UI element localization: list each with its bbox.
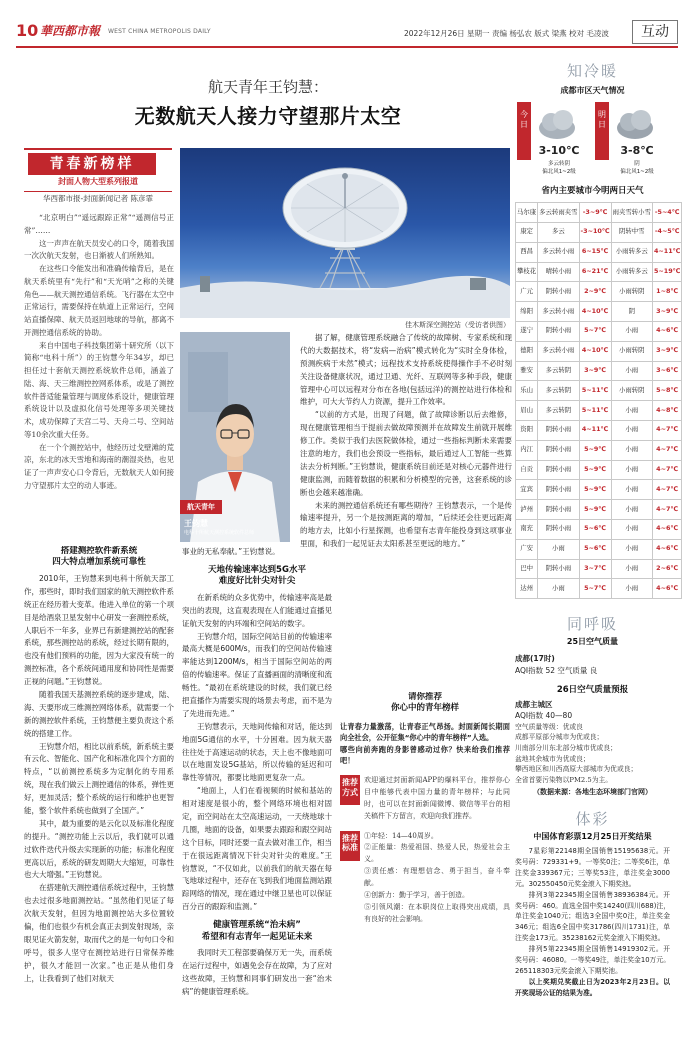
temperature-range: 4~10℃	[579, 302, 611, 322]
weather-condition: 小雨转阴	[611, 381, 652, 401]
weather-row	[516, 539, 682, 559]
overcast-icon	[611, 106, 657, 142]
temperature-range: 5~9℃	[579, 480, 611, 500]
weather-row	[516, 421, 682, 441]
temperature-range: 5~6℃	[579, 520, 611, 540]
temperature-range: 4~6℃	[652, 579, 681, 599]
province-weather-table	[515, 202, 682, 599]
criteria-item: ⑤引领风潮：在本职岗位上取得突出成绩，具有良好的社会影响。	[364, 902, 510, 923]
temperature-range: 5~9℃	[579, 440, 611, 460]
weather-row	[516, 579, 682, 599]
weather-condition: 小雨	[611, 421, 652, 441]
weather-row	[516, 381, 682, 401]
temperature-range: 4~8℃	[652, 401, 681, 421]
radio-telescope-photo	[180, 148, 510, 318]
temperature-range: 4~6℃	[652, 520, 681, 540]
city-name: 泸州	[516, 500, 538, 520]
today-wind: 偏北风1~2级	[542, 169, 576, 176]
weather-condition: 阴转小雨	[538, 520, 579, 540]
temperature-range: 6~15℃	[579, 242, 611, 262]
weather-condition: 阴转小雨	[538, 480, 579, 500]
weather-condition: 阴转小雨	[538, 559, 579, 579]
lead-paragraph: 这一声声在航天员安心的口令，随着我国一次次航天发射，也日渐被人们所熟知。	[24, 238, 174, 261]
temperature-range: 3~9℃	[652, 302, 681, 322]
tomorrow-wind: 偏北风1~2级	[620, 169, 654, 176]
temperature-range: 4~11℃	[579, 421, 611, 441]
weather-row	[516, 282, 682, 302]
city-weather-title: 成都市区天气情况	[560, 86, 625, 96]
temperature-range: 4~7℃	[652, 460, 681, 480]
weather-condition: 小雨	[611, 500, 652, 520]
weather-row	[516, 341, 682, 361]
weather-condition: 多云转小雨	[538, 302, 579, 322]
page-number: 10	[16, 21, 39, 40]
weather-condition: 小雨	[611, 520, 652, 540]
portrait-name: 王钧慧	[184, 519, 208, 528]
city-name: 西昌	[516, 242, 538, 262]
column-1	[24, 546, 174, 1046]
weather-row	[516, 480, 682, 500]
city-name: 德阳	[516, 341, 538, 361]
province-weather-title: 省内主要城市今明两日天气	[541, 186, 644, 197]
lottery-result: 排列5第22345期全国销售14919302元。开奖号码：46080。一等奖49注，单注奖金10万元。265118303元奖金滚入下期奖池。	[515, 945, 670, 975]
weather-row	[516, 401, 682, 421]
recommend-intro: 让青春力量激荡，让青春正气昂扬。封面新闻长期面向全社会，公开征集“你心中的青年榜样”人选。 哪些向前奔跑的身影曾感动过你？快来给我们推荐吧！	[340, 721, 510, 766]
recommend-title: 请你推荐 你心中的青年榜样	[390, 692, 459, 714]
weather-row	[516, 322, 682, 342]
body-paragraph: 我同时天工程部要确保万无一失，而系统在运行过程中，如遇免会存在故障，为了应对这些故障，王钧慧和同事们研发出一套“治未病”的健康管理系统。	[182, 948, 332, 996]
city-name: 绵阳	[516, 302, 538, 322]
weather-condition: 小雨转阴	[611, 282, 652, 302]
photo-caption: 佳木斯深空测控站（受访者供图）	[405, 321, 510, 329]
temperature-range: 5~9℃	[579, 500, 611, 520]
weather-condition: 小雨	[611, 401, 652, 421]
name-badge: 航天青年	[180, 500, 222, 514]
weather-condition: 小雨转多云	[611, 242, 652, 262]
column-3	[300, 332, 512, 692]
air-subtitle: 25日空气质量	[566, 637, 619, 647]
section-label: 互动	[632, 20, 678, 44]
body-paragraph: 据了解，健康管理系统融合了传统的故障树、专家系统和现代的大数据技术，将“发病—治病”模式转化为“实时全身体检，预测疾病于未然”模式；远程技术支持系统使得操作手不必时刻关注设备健康状况，通过卫通、光纤、互联网等多种手段，健康管理中心可以远程对分布在各地(包括远洋)的测控站进行体检和维护，可大大节约人力资源，提升工作效率。	[300, 333, 512, 407]
body-paragraph: 其中，最为重要的是云化以及标准化程度的提升。“测控功能上云以后，我们就可以通过软件迭代升级去实现新的功能；标准化程度更高以后，系统的研发周期大大缩短，可靠性也大大增强。”王钧慧说。	[24, 818, 174, 880]
weather-condition: 多云转小雨	[538, 341, 579, 361]
weather-condition: 小雨	[611, 440, 652, 460]
lead-paragraph: 来自中国电子科技集团第十研究所（以下简称“电科十所”）的王钧慧今年34岁，却已担任过十套航天测控系统软件总师，涵盖了陆、海、天三维测控控网系体系，或是了测控软件普适能量管理与调度体系设计，健康管理系统设计以及虚拟化信号处理等多项关键技术，成功保障了天宫二号、天舟二号、空间站等10余次重大任务。	[24, 340, 174, 439]
criteria-tag: 推荐 标准	[340, 831, 360, 861]
lottery-note: 以上奖期兑奖截止日为2023年2月23日。以开奖现场公证的结果为准。	[515, 977, 670, 997]
lead-paragraph: 在这些口令能发出和准确传输背后，是在航天系统里有“先行”和“天光哨”之称的关键角色——航天测控通信系统。飞行器在太空中正常运行，需要保持在轨道上正常运行，空间站直播保障、航天员返回地球的导航，都离不开测控通信系统的协助。	[24, 264, 174, 337]
lottery-result: 7星彩第22148期全国销售15195638元。开奖号码：729331+9。一等奖0注；二等奖6注，单注奖金339367元；三等奖53注，单注奖金3000元。302550450元奖金滚入下期奖池。	[515, 847, 670, 888]
body-paragraph: 2010年，王钧慧来到电科十所航天部工作，那些时，即时我们国家的航天测控软件系统正在经历着大变革。他进入单位的第一个项目是给酒泉卫星发射中心研发一套测控系统，人职后不一年多，业界已有新建测控站的配套系统，那些测控站的系统，经过长期有限的，也没有他们预料的功能，因为大家没有统一的测控标准，各个系统间通用度和协同性是需要正视的问题。”王钧慧说。	[24, 573, 174, 687]
temperature-range: -3~9℃	[579, 203, 611, 223]
body-paragraph: 未来的测控通信系统还有哪些期待？王钧慧表示，一个是传输速率提升，另一个是按测距离的增加，“后续还会往更远距离的地方去，比如小行星探测，也希望有志青年能投身到这项事业里面，和我们一起见证去太阳系甚至更远的地方。”	[300, 500, 512, 549]
weather-row	[516, 223, 682, 243]
city-name: 达州	[516, 579, 538, 599]
weather-row	[516, 242, 682, 262]
city-name: 攀枝花	[516, 262, 538, 282]
weather-row	[516, 440, 682, 460]
weather-condition: 阴转小雨	[538, 500, 579, 520]
temperature-range: 5~19℃	[652, 262, 681, 282]
lead-paragraph: “北京明白”“遥远跟踪正常”“遥测信号正常”……	[24, 213, 174, 235]
issue-meta: 2022年12月26日 星期一 责编 杨弘农 版式 梁燕 校对 毛凌波	[404, 29, 609, 38]
city-name: 马尔康	[516, 203, 538, 223]
city-name: 广元	[516, 282, 538, 302]
temperature-range: 5~6℃	[579, 539, 611, 559]
weather-condition: 小雨	[611, 539, 652, 559]
temperature-range: 4~7℃	[652, 480, 681, 500]
column-badge	[24, 148, 172, 208]
portrait-description: 电科十所航天测控系统软件总师	[184, 530, 255, 536]
temperature-range: 5~7℃	[579, 322, 611, 342]
today-desc: 多云转阴	[547, 161, 570, 168]
air-today: AQI指数 52 空气质量 良	[515, 666, 598, 676]
city-name: 资阳	[516, 421, 538, 441]
lead-text	[24, 212, 174, 562]
weather-row	[516, 460, 682, 480]
temperature-range: 3~6℃	[652, 361, 681, 381]
city-forecast	[515, 100, 670, 196]
air-note: 攀西地区和川西高原大部城市为优或良；	[515, 765, 638, 774]
criteria-item: ①年轻：14—40周岁。	[364, 831, 438, 840]
weather-row	[516, 559, 682, 579]
temperature-range: 5~11℃	[579, 381, 611, 401]
weather-row	[516, 361, 682, 381]
weather-condition: 小雨	[538, 579, 579, 599]
weather-condition: 小雨转多云	[611, 262, 652, 282]
city-name: 遂宁	[516, 322, 538, 342]
weather-condition: 阴转小雨	[538, 421, 579, 441]
air-aqi: AQI指数 40—80	[515, 711, 573, 721]
today-label: 今日	[517, 102, 531, 160]
air-note: 川南部分川东北部分城市优或良；	[515, 744, 617, 752]
body-paragraph: 王钧慧表示，天地间传输和对话，能达到地面5G通信的水平，十分困难。因为航天器往往处于高速运动的状态，天上也不像地面可以在地面发设5G基站，所以传输的延迟和可靠性等情况，都要比地面更复杂一点。	[182, 721, 332, 783]
weather-condition: 小雨	[611, 460, 652, 480]
temperature-range: 3~9℃	[652, 341, 681, 361]
today-temp: 3-10℃	[538, 144, 580, 158]
weather-condition: 晴转小雨	[538, 262, 579, 282]
temperature-range: 5~8℃	[652, 381, 681, 401]
weather-condition: 多云转阴	[538, 401, 579, 421]
air-section-title: 同呼吸	[566, 615, 618, 634]
air-note: 盆地其余城市为优或良；	[515, 754, 590, 763]
weather-section-title: 知冷暖	[566, 62, 618, 80]
temperature-range: 4~6℃	[652, 539, 681, 559]
weather-condition: 小雨	[611, 579, 652, 599]
info-sidebar	[515, 60, 681, 1045]
weather-condition: 多云转小雨	[538, 242, 579, 262]
temperature-range: 6~21℃	[579, 262, 611, 282]
temperature-range: 1~8℃	[652, 282, 681, 302]
weather-condition: 阴转小雨	[538, 440, 579, 460]
column-subtitle: 封面人物大型系列报道	[58, 177, 138, 186]
temperature-range: 2~6℃	[652, 559, 681, 579]
criteria-item: ②正能量：热爱祖国、热爱人民，热爱社会主义。	[364, 843, 510, 864]
radio-telescope-illustration	[180, 148, 510, 318]
city-name: 眉山	[516, 401, 538, 421]
weather-condition: 多云转阴	[538, 361, 579, 381]
air-region: 成都主城区	[515, 699, 553, 709]
temperature-range: 5~7℃	[579, 579, 611, 599]
article-headline: 无数航天人接力守望那片太空	[134, 104, 402, 128]
city-name: 宜宾	[516, 480, 538, 500]
weather-row	[516, 203, 682, 223]
air-note: 成都平原部分城市为优或良；	[515, 733, 604, 742]
air-forecast-title: 26日空气质量预报	[556, 684, 629, 695]
page-header	[16, 18, 678, 48]
weather-condition: 阴	[611, 302, 652, 322]
body-paragraph: 事业的无私奉献。”王钧慧说。	[182, 547, 280, 556]
weather-condition: 多云	[538, 223, 579, 243]
lead-paragraph: 在一个个测控站中，他经历过戈壁滩的荒凉，东北的冰天雪地和海南的潮湿炎热，也见证了一声声安心口令背后，无数航天人如何接力守望那片太空的动人事迹。	[24, 442, 174, 490]
newspaper-logo: 華西都市報	[40, 24, 101, 38]
weather-condition: 阴转小雨	[538, 322, 579, 342]
temperature-range: -3~10℃	[579, 223, 611, 243]
weather-condition: 小雨	[611, 480, 652, 500]
city-name: 康定	[516, 223, 538, 243]
weather-condition: 阴转小雨	[538, 460, 579, 480]
article-kicker: 航天青年王钧慧：	[207, 78, 328, 96]
method-tag: 推荐 方式	[340, 775, 360, 805]
lottery-result: 排列3第22345期全国销售38936384元。开奖号码：460。直选全国中奖14240(四川688)注，单注奖金1040元；组选3全国中奖0注，单注奖金346元；组选6全国中奖31786(四川1731)注，单注奖金173元。35238162元奖金滚入下期奖池。	[515, 890, 670, 943]
body-paragraph: 王钧慧介绍，国际空间站目前的传输速率最高大概是600M/s，而我们的空间站传输速率能达到1200M/s，相当于国际空间站的两倍的传输速率。保证了直播画面的清晰度和流畅性。“最初在系统建设的时候，我们就已经把直播作为需要实现的场景去考虑，而不是为了先进而先进。”	[182, 631, 332, 718]
temperature-range: 4~7℃	[652, 440, 681, 460]
weather-condition: 阴转中雪	[611, 223, 652, 243]
air-station: 成都(17时)	[515, 654, 555, 664]
temperature-range: 4~7℃	[652, 500, 681, 520]
weather-row	[516, 520, 682, 540]
air-note: 全省首要污染物以PM2.5为主。	[515, 775, 613, 784]
subheading: 天地传输速率达到5G水平 难度好比针尖对针尖	[208, 564, 306, 587]
weather-condition: 小雨	[611, 559, 652, 579]
weather-row	[516, 302, 682, 322]
weather-condition: 小雨	[611, 361, 652, 381]
air-level: 空气质量等级：优或良	[515, 722, 583, 731]
temperature-range: 4~11℃	[652, 242, 681, 262]
byline: 华西都市报-封面新闻记者 陈彦霏	[24, 191, 172, 205]
tomorrow-desc: 阴	[634, 161, 640, 168]
body-paragraph: 王钧慧介绍，相比以前系统，新系统主要有云化、智能化、国产化和标准化四个方面的特点，“以前测控系统多为定制化的专用系统，现在我们做云上测控通信的体系，弹性更好，更加灵活；整个系统的运行和维护也更智能，整个软件系统也做到了全国产。”	[24, 741, 174, 815]
city-name: 自贡	[516, 460, 538, 480]
criteria-item: ④创新力：勤于学习，善于创造。	[364, 891, 469, 900]
weather-condition: 雨夹雪转小雪	[611, 203, 652, 223]
weather-condition: 小雨转阴	[611, 341, 652, 361]
subheading: 搭建测控软件新系统 四大特点增加系统可靠性	[52, 546, 146, 568]
city-name: 乐山	[516, 381, 538, 401]
city-name: 南充	[516, 520, 538, 540]
temperature-range: 4~10℃	[579, 341, 611, 361]
body-paragraph: 在搭建航天测控通信系统过程中，王钧慧也去过很多地面测控站。“虽然他们见证了每次航天发射，但因为地面测控站大多位置较偏，他们也很少有机会真正去到发射现场，亲眼见证火箭发射，取而代之的是一句句口令和呼号，很多人坚守在测控站进行日常保养维护，很久才能回一次家。”也正是从他们身上，让我看到了他们对航天	[24, 883, 174, 983]
portrait-photo	[180, 332, 290, 542]
criteria-item: ③责任感：有理想信念、勇于担当，奋斗奉献。	[364, 867, 510, 888]
air-source: （数据来源：各地生态环境部门官网）	[533, 788, 652, 797]
weather-row	[516, 262, 682, 282]
cloudy-icon	[533, 106, 579, 142]
weather-condition: 多云转雨夹雪	[538, 203, 579, 223]
temperature-range: -5~4℃	[652, 203, 681, 223]
body-paragraph: “地面上，人们在看视频的时候和基站的相对速度是很小的，整个网络环境也相对固定，而空间站在太空高速运动，一天绕地球十几圈，地面的设备，如果要去跟踪和跟空间站这个目标，同时还要一直去做对准工作，相当于在很远距离情况下针尖对针尖的难度。”王钧慧说，“不仅如此，以前我们的航天器在每飞地球过程中，还存在飞到我们地面监测站跟踪网络的情况，现在通过中继卫星也可以保证百分百的跟踪和监测。”	[182, 786, 332, 912]
tomorrow-label: 明日	[595, 102, 609, 160]
body-paragraph: 在新系统的众多优势中，传输速率高是最突出的表现，这直观表现在人们能通过直播见证航天发射的内环端和空间站的数字。	[182, 592, 332, 628]
body-paragraph: “以前的方式是，出现了问题，做了故障诊断以后去维修，现在健康管理相当于提前去做故障预测并在故障发生前就开展维修工作。类似于我们去医院做体检，通过一些指标判断未来需要注意的地方，我们也会预设一些指标，最后通过人工智能一些算法去分析判断。”王钧慧说，健康系统目前还是对核心元器件进行健康监测，而随着数据的积累和分析模型的完善，这套系统的诊断也会越来越准确。	[300, 410, 512, 497]
newspaper-english-name: WEST CHINA METROPOLIS DAILY	[108, 28, 211, 35]
city-name: 广安	[516, 539, 538, 559]
city-name: 内江	[516, 440, 538, 460]
temperature-range: 3~7℃	[579, 559, 611, 579]
weather-condition: 多云转阴	[538, 381, 579, 401]
criteria-list	[364, 831, 510, 926]
method-text: 欢迎通过封面新闻APP的爆料平台，推荐你心目中能够代表中国力量的青年榜样；与此同时，也可以在封面新闻微博、微信等平台的相关稿件下方留言，欢迎向我们推荐。	[364, 776, 510, 820]
column-name: 青春新榜样	[28, 153, 156, 175]
temperature-range: 4~7℃	[652, 421, 681, 441]
temperature-range: 5~9℃	[579, 460, 611, 480]
temperature-range: 3~9℃	[579, 361, 611, 381]
subheading: 健康管理系统“治未病” 希望和有志青年一起见证未来	[201, 920, 313, 942]
body-paragraph: 随着我国天基测控系统的逐步建成，陆、海、天要形成三维测控网络体系，就需要一个新的测控软件系统，王钧慧便主要负责这个系统的搭建工作。	[24, 689, 174, 738]
recommend-box	[340, 692, 510, 1046]
temperature-range: 4~6℃	[652, 322, 681, 342]
temperature-range: 5~11℃	[579, 401, 611, 421]
weather-condition: 阴转小雨	[538, 282, 579, 302]
weather-row	[516, 500, 682, 520]
lottery-subtitle: 中国体育彩票12月25日开奖结果	[533, 832, 652, 842]
temperature-range: -4~5℃	[652, 223, 681, 243]
city-name: 巴中	[516, 559, 538, 579]
lottery-section-title: 体彩	[575, 809, 610, 828]
temperature-range: 2~9℃	[579, 282, 611, 302]
weather-condition: 小雨	[538, 539, 579, 559]
city-name: 雅安	[516, 361, 538, 381]
tomorrow-temp: 3-8℃	[620, 144, 654, 158]
weather-condition: 小雨	[611, 322, 652, 342]
